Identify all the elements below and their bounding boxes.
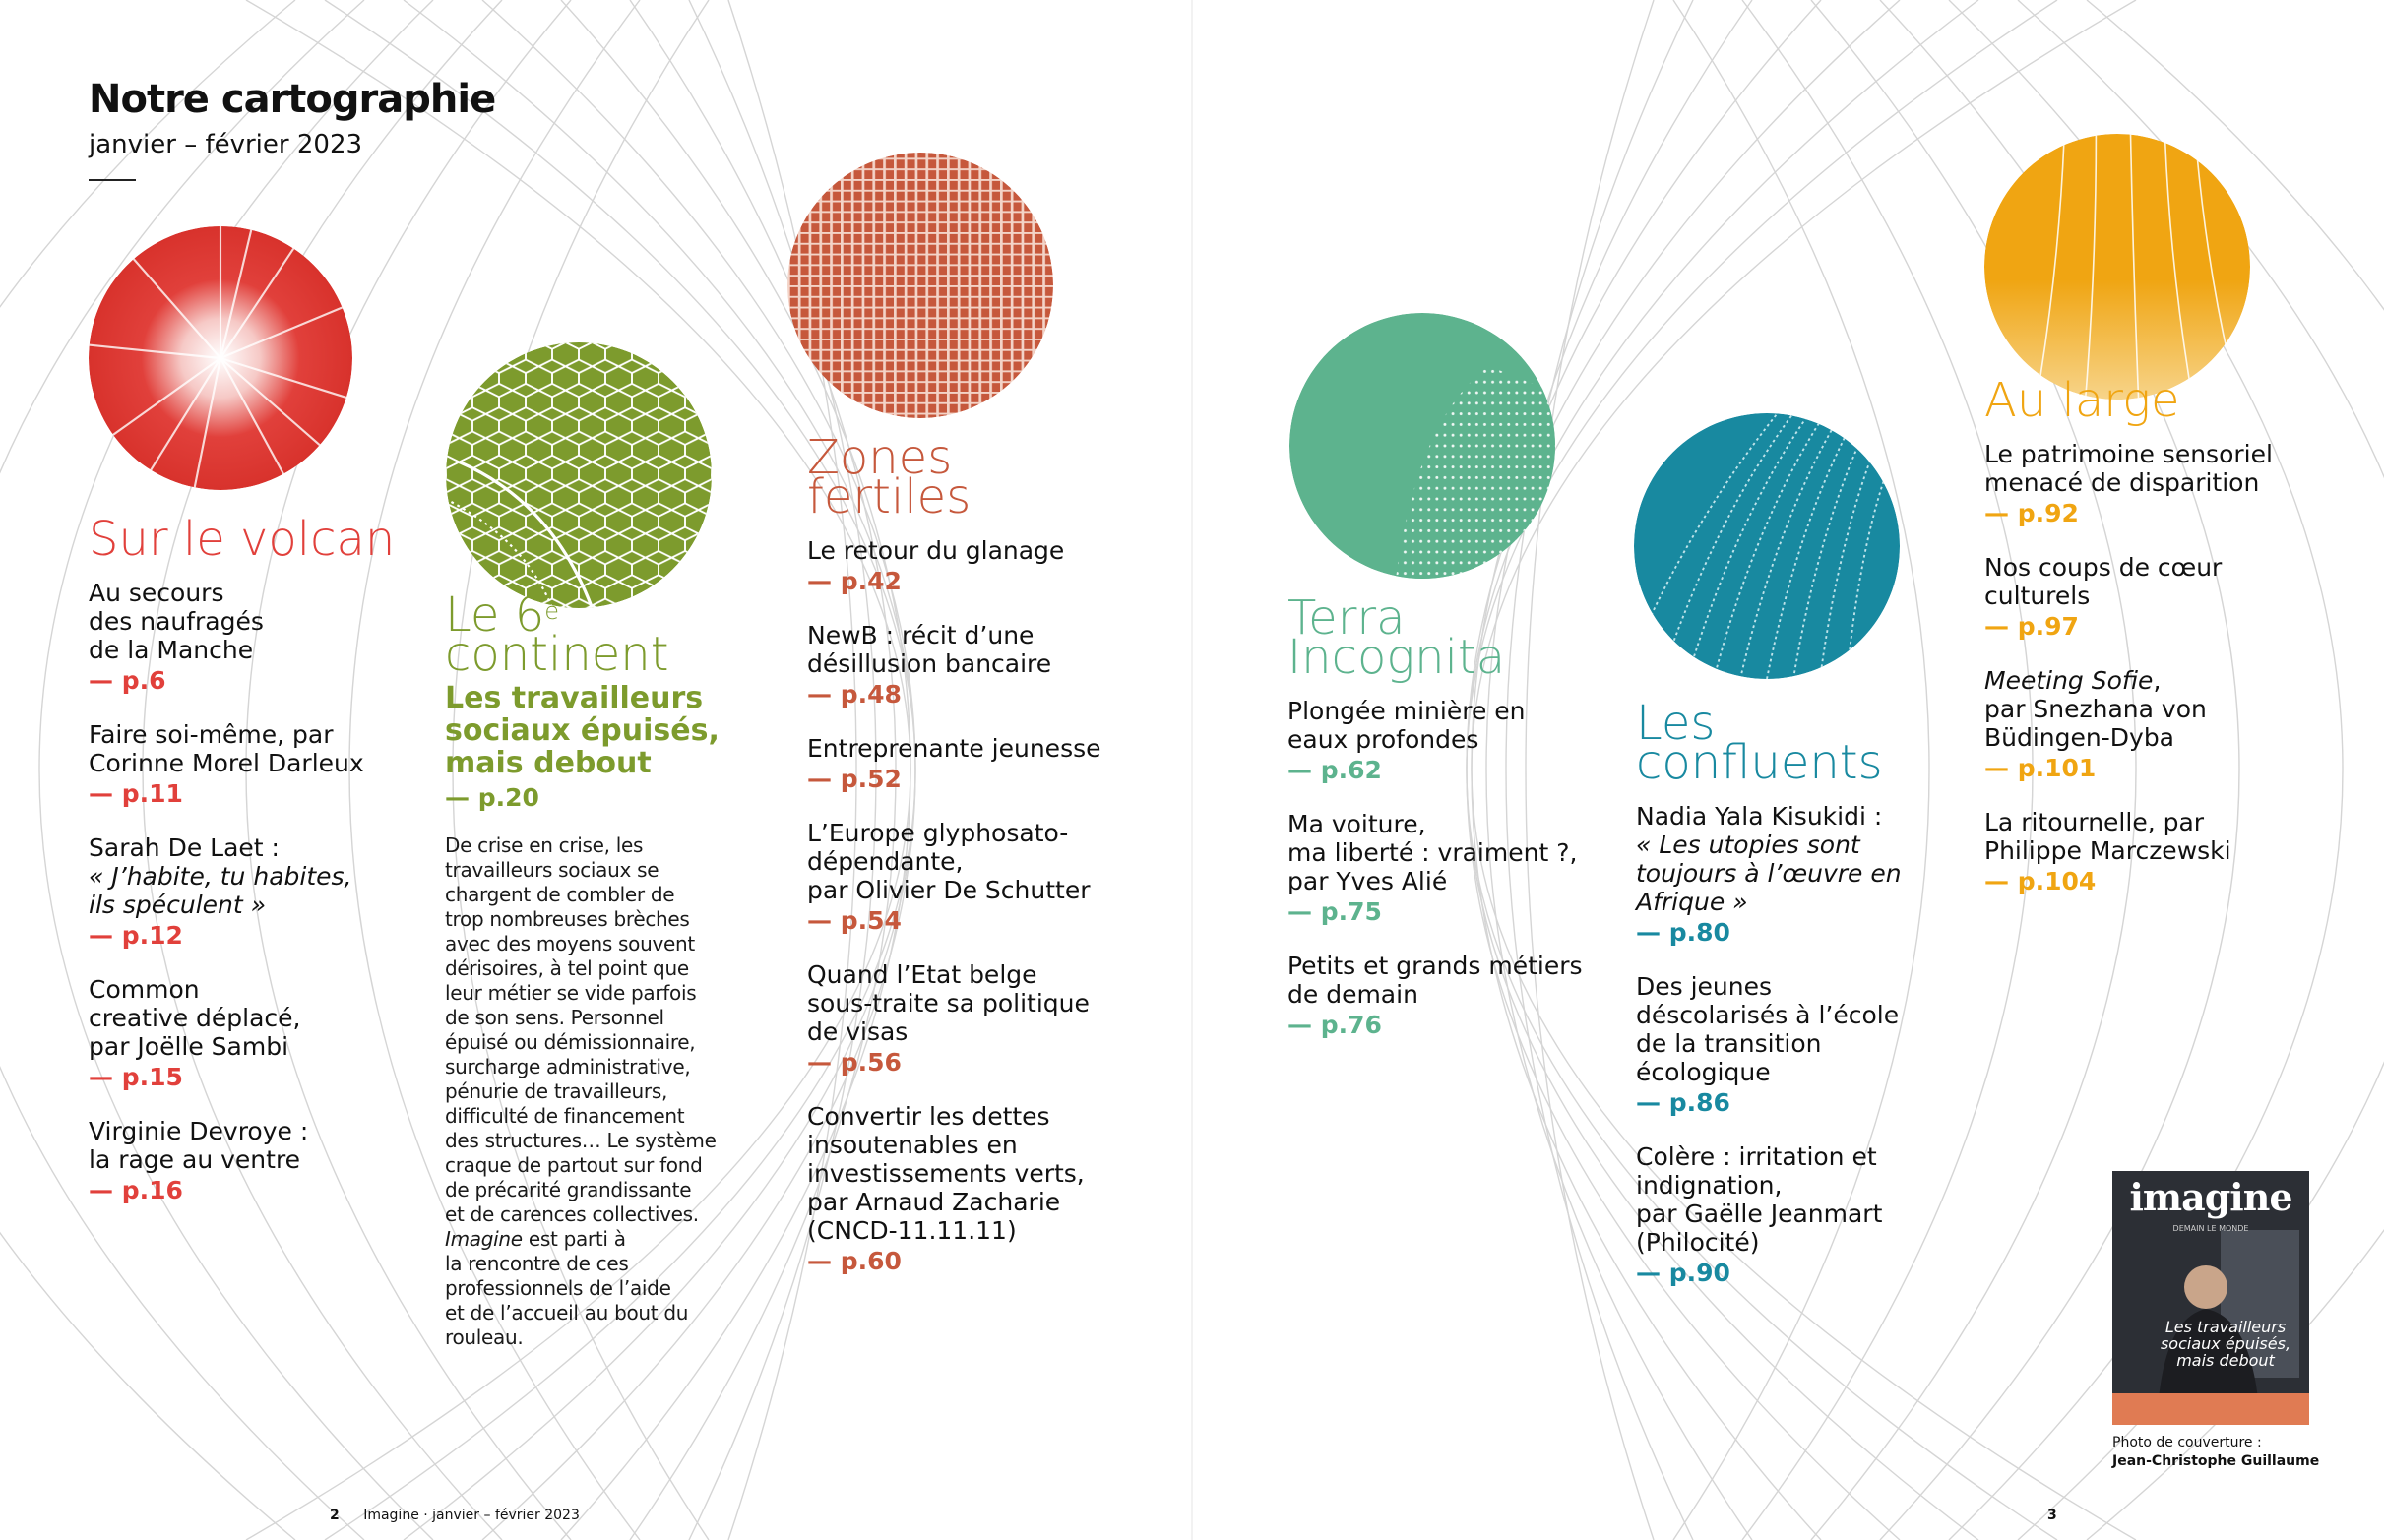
volcano-texture-circle [89,226,352,490]
cover-headline: Les travailleurs sociaux épuisés, mais debout [2160,1318,2291,1370]
page-header [89,77,495,181]
page-ref: — p.6 [89,666,166,695]
list-item[interactable]: Nadia Yala Kisukidi : « Les utopies sont toujours à l’œuvre en Afrique » — p.80 [1636,802,1931,947]
page-ref: — p.97 [1984,612,2079,641]
list-item[interactable]: Quand l’Etat belge sous-traite sa politique de visas — p.56 [807,960,1122,1077]
terra-texture-circle [1289,313,1555,579]
footer-issue-label: Imagine · janvier – février 2023 [363,1508,580,1523]
section-title: Au large [1984,373,2180,428]
page-ref: — p.42 [807,567,902,595]
list-item[interactable]: Plongée minière en eaux profondes — p.62 [1287,697,1583,784]
list-item[interactable]: Sarah De Laet : « J’habite, tu habites, ils spéculent » — p.12 [89,833,413,950]
featured-article[interactable] [445,682,740,812]
continent-texture-circle [446,342,712,608]
list-item[interactable]: Ma voiture, ma liberté : vraiment ?, par Yves Alié — p.75 [1287,810,1583,926]
page-ref: — p.104 [1984,867,2097,895]
list-item[interactable]: Petits et grands métiers de demain — p.76 [1287,952,1583,1039]
footer-left [330,1508,580,1523]
list-item[interactable]: L’Europe glyphosato- dépendante, par Olivier De Schutter — p.54 [807,819,1122,935]
list-item[interactable]: Le patrimoine sensoriel menacé de disparition — p.92 [1984,440,2309,527]
featured-intro: De crise en crise, les travailleurs sociaux se chargent de combler de trop nombreuses brèches avec des moyens souvent dérisoires, à tel point que leur métier se vide parfois de son sens. Personnel épuisé ou démissionnaire, surcharge administrative, pénurie de travailleurs, difficulté de financement des structures… Le système craque de partout sur fond de précarité grandissante et de carences collectives. Imagine est parti à la rencontre de ces professionnels de l’aide et de l’accueil au bout du rouleau. [445,833,717,1349]
section-title: Sur le volcan [89,512,396,567]
section-title: Zones fertiles [807,430,972,524]
section-terra-incognita [1287,590,1583,1065]
section-title: Terra Incognita [1287,590,1506,685]
section-sur-le-volcan [89,512,413,1230]
page-title: Notre cartographie [89,77,496,122]
section-les-confluents [1636,696,1931,1313]
page-ref: — p.52 [807,765,902,793]
page-ref: — p.80 [1636,918,1730,947]
issue-date: janvier – février 2023 [89,130,363,159]
section-title: Le 6e continent [445,587,669,682]
footer-right [2047,1508,2057,1523]
list-item[interactable]: Meeting Sofie, par Snezhana von Büdingen-Dyba — p.101 [1984,666,2309,782]
page-number-left: 2 [330,1508,340,1523]
list-item[interactable]: Au secours des naufragés de la Manche — p.6 [89,579,413,695]
photo-credit: Jean-Christophe Guillaume [2112,1453,2320,1469]
section-title: Les confluents [1636,696,1883,790]
list-item[interactable]: Entreprenante jeunesse — p.52 [807,734,1122,793]
page-ref: — p.60 [807,1247,902,1275]
list-item[interactable]: Convertir les dettes insoutenables en investissements verts, par Arnaud Zacharie (CNCD-11.11.11) — p.60 [807,1102,1122,1275]
page-ref: — p.101 [1984,754,2097,782]
page-ref: — p.12 [89,921,183,950]
page-ref: — p.92 [1984,499,2079,527]
page-ref: — p.20 [445,783,539,812]
list-item[interactable]: NewB : récit d’une désillusion bancaire — p.48 [807,621,1122,708]
section-au-large [1984,373,2309,921]
large-texture-circle [1984,134,2250,400]
page-ref: — p.54 [807,906,902,935]
section-le-6e-continent [445,587,740,1350]
cover-thumbnail[interactable] [2112,1171,2309,1425]
page-ref: — p.90 [1636,1259,1730,1287]
section-zones-fertiles [807,430,1122,1301]
featured-title: Les travailleurs sociaux épuisés, mais debout [445,681,720,780]
list-item[interactable]: Des jeunes déscolarisés à l’école de la transition écologique — p.86 [1636,972,1931,1117]
page-ref: — p.15 [89,1063,183,1091]
page-ref: — p.86 [1636,1088,1730,1117]
cover-caption: Photo de couverture : Jean-Christophe Guillaume [2112,1434,2339,1471]
title-divider [89,179,136,181]
list-item[interactable]: Nos coups de cœur culturels — p.97 [1984,553,2309,641]
page-ref: — p.75 [1287,897,1382,926]
cover-masthead: imagine [2129,1175,2292,1219]
page-ref: — p.62 [1287,756,1382,784]
page-number-right: 3 [2047,1508,2057,1523]
page-ref: — p.48 [807,680,902,708]
list-item[interactable]: Common creative déplacé, par Joëlle Sambi — p.15 [89,975,413,1091]
list-item[interactable]: Faire soi-même, par Corinne Morel Darleux — p.11 [89,720,413,808]
page-ref: — p.16 [89,1176,183,1204]
list-item[interactable]: Virginie Devroye : la rage au ventre — p.16 [89,1117,413,1204]
page-ref: — p.76 [1287,1011,1382,1039]
cover-tagline: DEMAIN LE MONDE [2172,1224,2249,1233]
list-item[interactable]: Le retour du glanage — p.42 [807,536,1122,595]
confluents-texture-circle [1634,413,1900,679]
cover-footer-band [2112,1393,2309,1425]
list-item[interactable]: Colère : irritation et indignation, par Gaëlle Jeanmart (Philocité) — p.90 [1636,1142,1931,1287]
list-item[interactable]: La ritournelle, par Philippe Marczewski — p.104 [1984,808,2309,895]
page-ref: — p.11 [89,779,183,808]
page-ref: — p.56 [807,1048,902,1077]
zones-texture-circle [787,153,1053,418]
